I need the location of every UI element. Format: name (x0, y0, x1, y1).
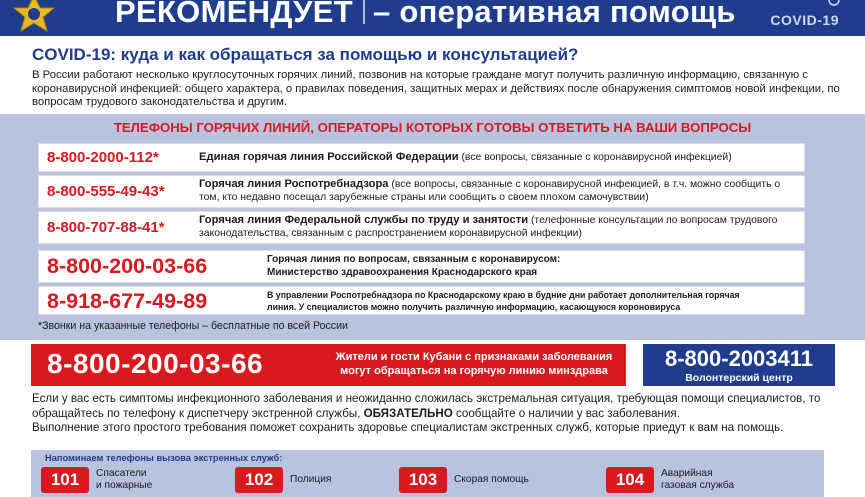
hotline-line2: Министерство здравоохранения Краснодарского края (267, 266, 538, 278)
hotline-line1: В управлении Роспотребнадзора по Краснодарскому краю в будние дни работает дополнительная горячая (267, 290, 740, 300)
main-hotline-text: Жители и гости Кубани с признаками заболевания могут обращаться на горячую линию минздрава (335, 351, 613, 377)
intro-text: В России работают несколько круглосуточных горячих линий, позвонив на которые граждане могут получить различную информацию, связанную с коронавирусной инфекцией: общего характера, о правилах поведения, защитных мерах и действиях после обнаружения симптомов новой инфекции, по вопросам трудового законодательства и другим. (32, 69, 840, 109)
hotline-name: Горячая линия Роспотребнадзора (199, 178, 389, 190)
hotlines-note: *Звонки на указанные телефоны – бесплатные по всей России (38, 320, 348, 332)
emergency-text-bold: ОБЯЗАТЕЛЬНО (363, 406, 453, 420)
hotline-number[interactable]: 8-800-2000-112* (47, 149, 159, 166)
emergency-label: Полиция (290, 474, 332, 485)
emergency-numbers-panel (31, 450, 824, 497)
emergency-label-line2: и пожарные (96, 479, 153, 491)
emergency-label: Скорая помощь (454, 474, 529, 485)
emergency-code[interactable]: 102 (235, 467, 283, 493)
emergency-text-before: Если у вас есть симптомы инфекционного заболевания и неожиданно сложилась экстремальная ситуация, требующая помощи специалистов, то обращайтесь по телефону к диспетчеру экстренной службы, (32, 392, 821, 420)
hotline-card-rospotrebnadzor-kuban (38, 286, 805, 315)
emergency-text (32, 392, 852, 436)
hotline-card-federal (38, 143, 805, 172)
volunteer-banner (643, 344, 835, 386)
intro-section (0, 38, 865, 114)
hotline-details: (телефонные консультации по вопросам трудового законодательства, связанным с распространением коронавирусной инфекции) (199, 215, 778, 239)
header-title-rest: – оперативная помощь (372, 0, 736, 29)
emergency-label (661, 468, 734, 492)
hotline-number[interactable]: 8-800-555-49-43* (47, 183, 165, 200)
volunteer-number[interactable]: 8-800-2003411 (664, 346, 814, 371)
hotline-description (267, 290, 802, 313)
emergency-code[interactable]: 101 (41, 467, 89, 493)
hotline-description (199, 178, 799, 204)
emergency-label-line1: Спасатели (96, 468, 147, 479)
header-divider (363, 0, 365, 24)
hotline-details: (все вопросы, связанные с коронавирусной инфекцией, в т.ч. можно сообщить о том, кто недавно посещал зарубежные страны или сообщить о своем плохом самочувствии) (199, 179, 781, 203)
hotlines-panel (0, 114, 865, 340)
emergency-numbers-title: Напоминаем телефоны вызова экстренных служб: (45, 453, 283, 463)
hotline-line1: Горячая линия по вопросам, связанным с коронавирусом: (267, 254, 561, 265)
hotline-name: Горячая линия Федеральной службы по труду и занятости (199, 214, 529, 226)
emergency-text-line2: Выполнение этого простого требования поможет сохранить здоровье специалистам экстренных служб, которые приедут к вам на помощь. (32, 421, 784, 435)
hotline-card-rostrud (38, 211, 805, 244)
emergency-item-103 (399, 467, 579, 493)
emergency-item-102 (235, 467, 385, 493)
header-banner (0, 0, 865, 36)
main-hotline-banner (31, 344, 626, 386)
hotlines-title: ТЕЛЕФОНЫ ГОРЯЧИХ ЛИНИЙ, ОПЕРАТОРЫ КОТОРЫХ ГОТОВЫ ОТВЕТИТЬ НА ВАШИ ВОПРОСЫ (113, 120, 752, 135)
emergency-text-after: сообщайте о наличии у вас заболевания. (452, 406, 680, 420)
hotline-description (199, 214, 799, 240)
emergency-code[interactable]: 103 (399, 467, 447, 493)
hotline-details: (все вопросы, связанные с коронавирусной инфекцией) (458, 152, 732, 163)
emergency-item-101 (41, 467, 221, 493)
hotline-description (267, 254, 802, 279)
hotline-number[interactable]: 8-800-707-88-41* (47, 219, 165, 236)
main-hotline-number[interactable]: 8-800-200-03-66 (47, 348, 264, 379)
hotline-name: Единая горячая линия Российской Федерации (199, 151, 459, 163)
hotline-description (199, 151, 799, 164)
mchs-emblem-icon (10, 0, 58, 34)
hotline-line2: линия. У специалистов можно получить различную информацию, касающуюся короновируса (267, 301, 681, 312)
emergency-label-line2: газовая служба (661, 479, 735, 491)
covid-tag: COVID-19 (770, 12, 839, 28)
emergency-code[interactable]: 104 (606, 467, 654, 493)
virus-icon (823, 0, 845, 10)
volunteer-label: Волонтерский центр (685, 372, 793, 384)
header-title (115, 0, 736, 30)
emergency-item-104 (606, 467, 806, 493)
header-title-main: РЕКОМЕНДУЕТ (115, 0, 353, 29)
emergency-label-line1: Аварийная (661, 468, 713, 479)
intro-title: COVID-19: куда и как обращаться за помощью и консультацией? (32, 45, 579, 64)
hotline-card-rospotrebnadzor (38, 175, 805, 208)
hotline-number[interactable]: 8-918-677-49-89 (47, 289, 208, 313)
emergency-label (96, 468, 152, 492)
hotline-card-minzdrav-kuban (38, 250, 805, 283)
hotline-number[interactable]: 8-800-200-03-66 (47, 254, 208, 278)
